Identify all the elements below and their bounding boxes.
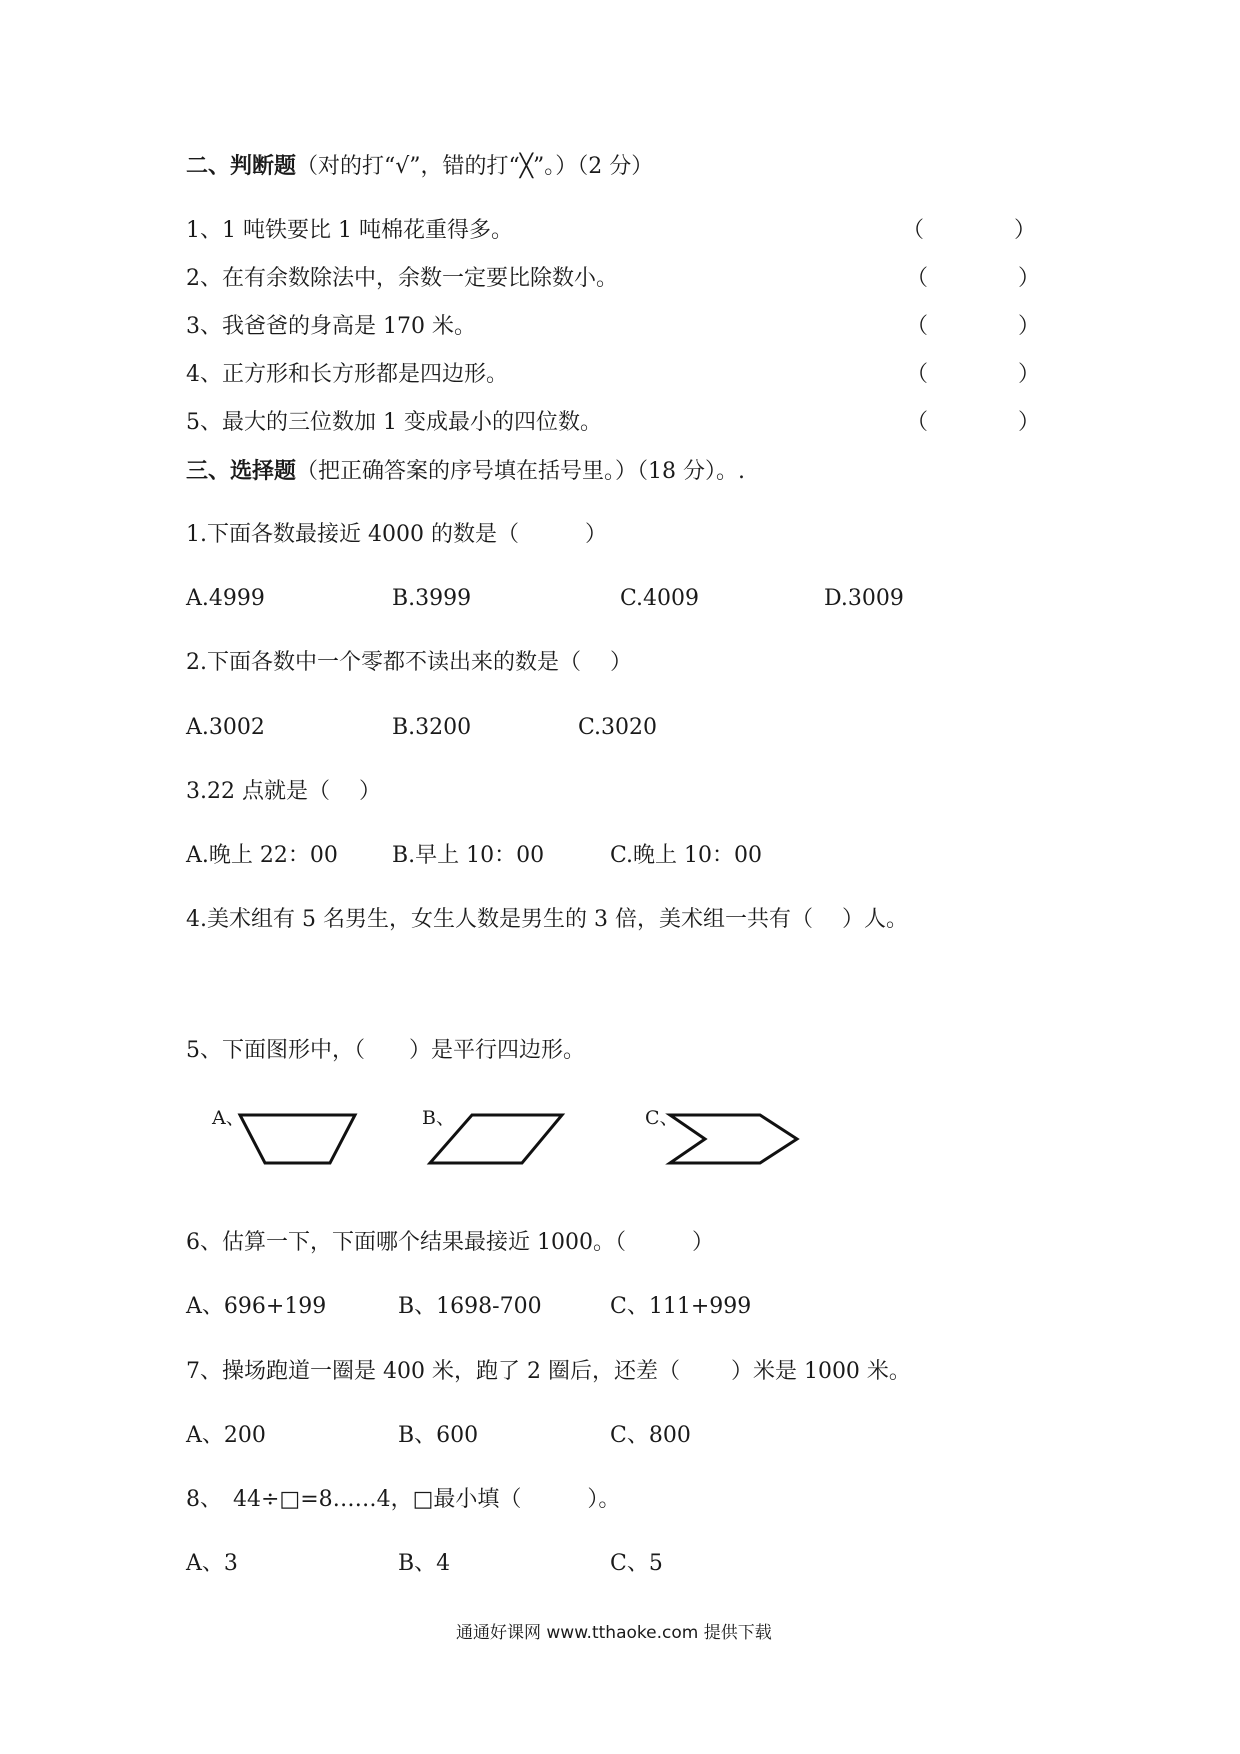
section3-heading: 三、选择题 bbox=[186, 458, 297, 484]
judge-item-2-close: ） bbox=[1018, 266, 1041, 291]
shape-b-label: B、 bbox=[422, 1107, 455, 1129]
choice-q8-option-a: A、3 bbox=[186, 1551, 238, 1576]
judge-item-2-open: （ bbox=[906, 266, 929, 291]
judge-item-1-close: ） bbox=[1014, 218, 1037, 243]
judge-item-5: 5、最大的三位数加 1 变成最小的四位数。 bbox=[186, 410, 602, 435]
shape-c-label: C、 bbox=[645, 1107, 679, 1129]
judge-item-1: 1、1 吨铁要比 1 吨棉花重得多。 bbox=[186, 218, 513, 243]
judge-item-1-open: （ bbox=[902, 218, 925, 243]
choice-q6-option-b: B、1698-700 bbox=[398, 1294, 542, 1319]
choice-q7-option-a: A、200 bbox=[186, 1423, 266, 1448]
section2-heading: 二、判断题 bbox=[186, 153, 297, 179]
choice-q7-option-c: C、800 bbox=[610, 1423, 691, 1448]
footer-text: 通通好课网 www.tthaoke.com 提供下载 bbox=[456, 1623, 772, 1643]
choice-q3: 3.22 点就是（ ） bbox=[186, 779, 381, 804]
choice-q2: 2.下面各数中一个零都不读出来的数是（ ） bbox=[186, 650, 632, 675]
judge-item-4: 4、正方形和长方形都是四边形。 bbox=[186, 362, 508, 387]
choice-q4: 4.美术组有 5 名男生，女生人数是男生的 3 倍，美术组一共有（ ）人。 bbox=[186, 907, 908, 932]
choice-q6-option-c: C、111+999 bbox=[610, 1294, 752, 1319]
judge-item-3-open: （ bbox=[906, 314, 929, 339]
choice-q6-option-a: A、696+199 bbox=[186, 1294, 327, 1319]
judge-item-5-open: （ bbox=[906, 410, 929, 435]
choice-q6: 6、估算一下，下面哪个结果最接近 1000。（ ） bbox=[186, 1230, 714, 1255]
section2-title bbox=[186, 151, 653, 182]
choice-q5: 5、下面图形中，（ ）是平行四边形。 bbox=[186, 1038, 585, 1063]
judge-item-3: 3、我爸爸的身高是 170 米。 bbox=[186, 314, 476, 339]
choice-q2-option-c: C.3020 bbox=[578, 715, 658, 740]
section2-instruction: （对的打“√”，错的打“╳”。）（2 分） bbox=[296, 154, 654, 179]
judge-item-5-close: ） bbox=[1018, 410, 1041, 435]
choice-q2-option-a: A.3002 bbox=[186, 715, 265, 740]
choice-q3-option-b: B.早上 10：00 bbox=[392, 843, 545, 868]
choice-q8-option-b: B、4 bbox=[398, 1551, 451, 1576]
judge-item-4-open: （ bbox=[906, 362, 929, 387]
choice-q1-option-b: B.3999 bbox=[392, 586, 472, 611]
judge-item-2: 2、在有余数除法中，余数一定要比除数小。 bbox=[186, 266, 618, 291]
shape-a-label: A、 bbox=[212, 1107, 245, 1129]
choice-q3-option-a: A.晚上 22：00 bbox=[186, 843, 338, 868]
arrow-shape bbox=[660, 1110, 810, 1170]
choice-q8: 8、 44÷□=8……4，□最小填（ ）。 bbox=[186, 1487, 621, 1512]
section3-title bbox=[186, 456, 745, 487]
choice-q3-option-c: C.晚上 10：00 bbox=[610, 843, 763, 868]
choice-q1: 1.下面各数最接近 4000 的数是（ ） bbox=[186, 522, 607, 547]
choice-q7-option-b: B、600 bbox=[398, 1423, 479, 1448]
parallelogram-shape bbox=[422, 1110, 572, 1170]
choice-q8-option-c: C、5 bbox=[610, 1551, 663, 1576]
choice-q2-option-b: B.3200 bbox=[392, 715, 472, 740]
choice-q7: 7、操场跑道一圈是 400 米，跑了 2 圈后，还差（ ）米是 1000 米。 bbox=[186, 1359, 911, 1384]
choice-q1-option-d: D.3009 bbox=[824, 586, 904, 611]
trapezoid-shape bbox=[230, 1110, 370, 1170]
choice-q1-option-c: C.4009 bbox=[620, 586, 700, 611]
judge-item-3-close: ） bbox=[1018, 314, 1041, 339]
choice-q1-option-a: A.4999 bbox=[186, 586, 265, 611]
judge-item-4-close: ） bbox=[1018, 362, 1041, 387]
section3-instruction: （把正确答案的序号填在括号里。）（18 分）。. bbox=[296, 459, 745, 484]
